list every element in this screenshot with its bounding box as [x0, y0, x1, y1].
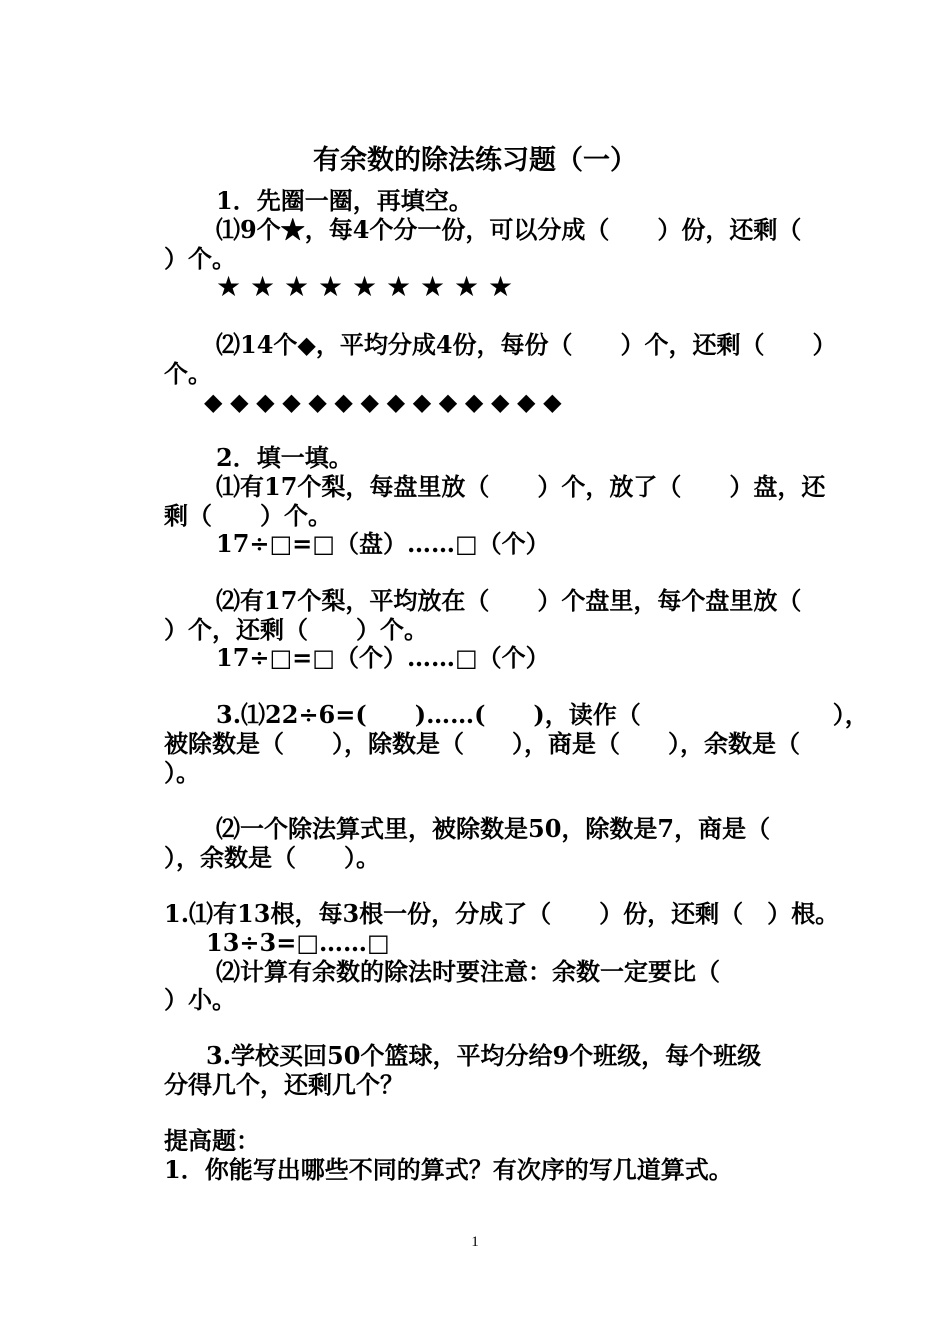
review-question-1-1: 1.⑴有13根，每3根一份，分成了（ ）份，还剩（ ）根。 — [164, 899, 840, 928]
review-question-1-2-cont: ）小。 — [164, 985, 236, 1014]
question-3-2: ⑵一个除法算式里，被除数是50，除数是7，商是（ — [216, 814, 771, 843]
advanced-question-1: 1．你能写出哪些不同的算式？有次序的写几道算式。 — [164, 1155, 733, 1184]
page-title: 有余数的除法练习题（一） — [313, 145, 637, 176]
section-1-heading: 1．先圈一圈，再填空。 — [216, 186, 473, 215]
review-question-1-2: ⑵计算有余数的除法时要注意：余数一定要比（ — [216, 957, 720, 986]
question-2-2: ⑵有17个梨，平均放在（ ）个盘里，每个盘里放（ — [216, 586, 802, 615]
question-3-1: 3.⑴22÷6=( )……( )，读作（ ）， — [216, 700, 869, 729]
word-problem-3-cont: 分得几个，还剩几个？ — [164, 1070, 404, 1099]
question-3-1-end: ）。 — [164, 758, 200, 787]
question-2-1-cont: 剩（ ）个。 — [164, 501, 332, 530]
review-question-1-1-equation: 13÷3=□……□ — [206, 928, 390, 957]
advanced-heading: 提高题： — [164, 1126, 260, 1155]
word-problem-3: 3.学校买回50个篮球，平均分给9个班级，每个班级 — [206, 1041, 762, 1070]
question-1-2: ⑵14个◆，平均分成4份，每份（ ）个，还剩（ ） — [216, 330, 837, 359]
diamonds-row: ◆ ◆ ◆ ◆ ◆ ◆ ◆ ◆ ◆ ◆ ◆ ◆ ◆ ◆ — [204, 388, 562, 416]
question-2-1-equation: 17÷□=□（盘）……□（个） — [216, 529, 550, 558]
question-1-1-cont: ）个。 — [164, 244, 236, 273]
question-1-1: ⑴9个★，每4个分一份，可以分成（ ）份，还剩（ — [216, 215, 802, 244]
question-2-2-equation: 17÷□=□（个）……□（个） — [216, 643, 550, 672]
stars-row: ★ ★ ★ ★ ★ ★ ★ ★ ★ — [216, 270, 514, 303]
question-2-1: ⑴有17个梨，每盘里放（ ）个，放了（ ）盘，还 — [216, 472, 826, 501]
question-3-1-cont: 被除数是（ ），除数是（ ），商是（ ），余数是（ — [164, 729, 800, 758]
question-2-2-cont: ）个，还剩（ ）个。 — [164, 615, 428, 644]
page-number: 1 — [471, 1234, 479, 1250]
question-3-2-cont: ），余数是（ ）。 — [164, 843, 380, 872]
question-1-2-cont: 个。 — [164, 359, 212, 388]
section-2-heading: 2．填一填。 — [216, 443, 353, 472]
